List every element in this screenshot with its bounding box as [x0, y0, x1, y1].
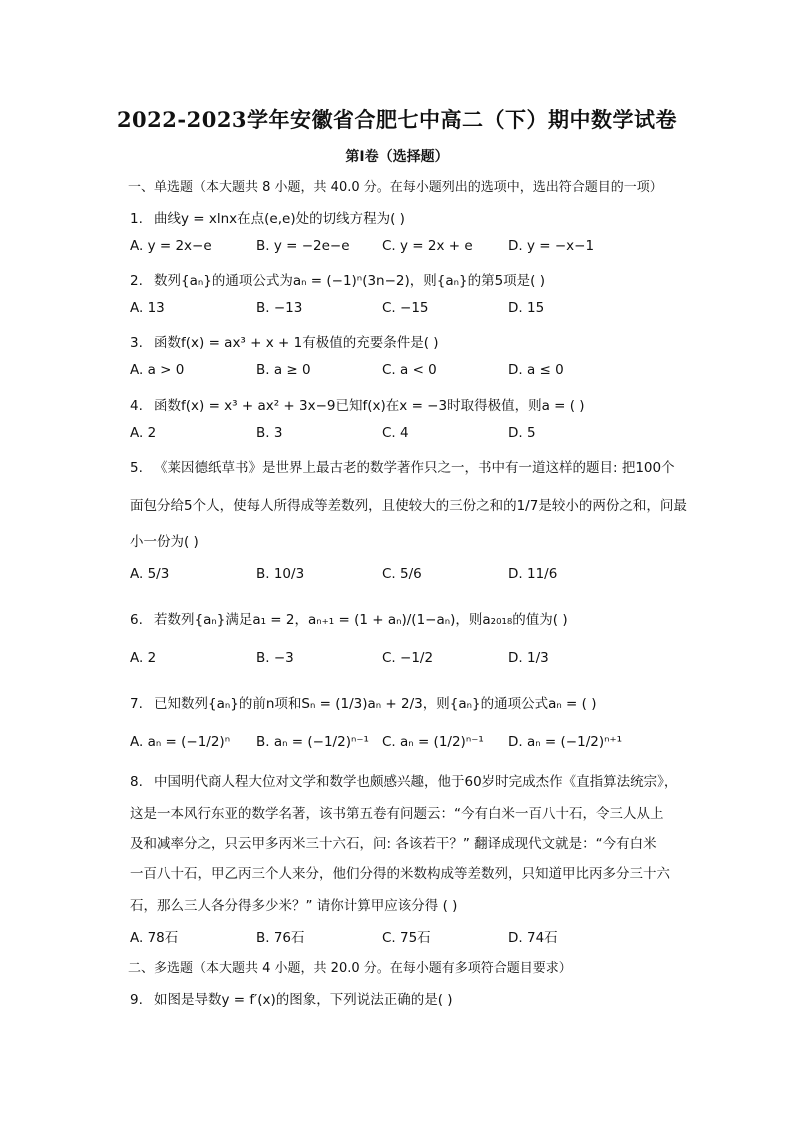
option-d: D. a ≤ 0	[508, 362, 564, 378]
option-d: D. y = −x−1	[508, 238, 595, 254]
question-5-line-2: 面包分给5个人，使每人所得成等差数列，且使较大的三份之和的1/7是较小的两份之和，问最	[130, 498, 687, 514]
option-d: D. 15	[508, 300, 545, 316]
option-b: B. aₙ = (−1/2)ⁿ⁻¹	[256, 734, 369, 750]
option-d: D. 74石	[508, 930, 558, 946]
section-header-single-choice: 一、单选题（本大题共 8 小题，共 40.0 分。在每小题列出的选项中，选出符合题目的一项）	[128, 180, 663, 195]
option-d: D. 11/6	[508, 566, 558, 582]
question-2: 2. 数列{aₙ}的通项公式为aₙ = (−1)ⁿ(3n−2)，则{aₙ}的第5项是( )	[130, 273, 546, 289]
question-8-line-5: 石，那么三人各分得多少米？” 请你计算甲应该分得 ( )	[130, 898, 458, 914]
option-b: B. 76石	[256, 930, 305, 946]
question-5: 5. 《莱因德纸草书》是世界上最古老的数学著作只之一，书中有一道这样的题目: 把100个	[130, 460, 675, 476]
option-c: C. y = 2x + e	[382, 238, 473, 254]
question-1: 1. 曲线y = xlnx在点(e,e)处的切线方程为( )	[130, 211, 405, 227]
section-header-multiple-choice: 二、多选题（本大题共 4 小题，共 20.0 分。在每小题有多项符合题目要求）	[128, 961, 572, 976]
question-5-options	[130, 566, 690, 586]
option-c: C. 4	[382, 425, 409, 441]
question-4-options	[130, 425, 690, 445]
question-8-line-4: 一百八十石，甲乙丙三个人来分，他们分得的米数构成等差数列，只知道甲比丙多分三十六	[130, 866, 670, 882]
option-a: A. 2	[130, 650, 157, 666]
question-7-options	[130, 734, 690, 754]
question-3-options	[130, 362, 690, 382]
question-1-options	[130, 238, 690, 258]
option-a: A. 13	[130, 300, 165, 316]
question-5-line-3: 小一份为( )	[130, 534, 199, 550]
question-8: 8. 中国明代商人程大位对文学和数学也颇感兴趣，他于60岁时完成杰作《直指算法统宗》，	[130, 774, 678, 790]
option-d: D. 5	[508, 425, 536, 441]
option-b: B. 3	[256, 425, 283, 441]
option-c: C. 75石	[382, 930, 431, 946]
option-d: D. aₙ = (−1/2)ⁿ⁺¹	[508, 734, 623, 750]
option-c: C. aₙ = (1/2)ⁿ⁻¹	[382, 734, 484, 750]
option-b: B. −3	[256, 650, 294, 666]
question-3: 3. 函数f(x) = ax³ + x + 1有极值的充要条件是( )	[130, 335, 439, 351]
option-a: A. 78石	[130, 930, 179, 946]
option-c: C. −1/2	[382, 650, 434, 666]
option-a: A. a > 0	[130, 362, 185, 378]
option-a: A. aₙ = (−1/2)ⁿ	[130, 734, 231, 750]
question-8-line-3: 及和减率分之，只云甲多丙米三十六石，问: 各该若干？” 翻译成现代文就是：“今有白米	[130, 836, 657, 852]
option-a: A. y = 2x−e	[130, 238, 212, 254]
question-7: 7. 已知数列{aₙ}的前n项和Sₙ = (1/3)aₙ + 2/3，则{aₙ}的通项公式aₙ = ( )	[130, 696, 597, 712]
question-8-options	[130, 926, 690, 946]
option-c: C. 5/6	[382, 566, 422, 582]
question-4: 4. 函数f(x) = x³ + ax² + 3x−9已知f(x)在x = −3时取得极值，则a = ( )	[130, 398, 585, 414]
question-2-options	[130, 300, 690, 320]
question-9: 9. 如图是导数y = f′(x)的图象，下列说法正确的是( )	[130, 992, 453, 1008]
option-b: B. a ≥ 0	[256, 362, 311, 378]
question-6: 6. 若数列{aₙ}满足a₁ = 2，aₙ₊₁ = (1 + aₙ)/(1−aₙ)，则a₂₀₁₈的值为( )	[130, 612, 568, 628]
option-c: C. a < 0	[382, 362, 437, 378]
question-6-options	[130, 650, 690, 670]
question-8-line-2: 这是一本风行东亚的数学名著，该书第五卷有问题云：“今有白米一百八十石，令三人从上	[130, 806, 664, 822]
option-d: D. 1/3	[508, 650, 549, 666]
option-b: B. −13	[256, 300, 303, 316]
option-b: B. y = −2e−e	[256, 238, 350, 254]
exam-subtitle: 第I卷（选择题）	[345, 149, 449, 165]
option-a: A. 5/3	[130, 566, 170, 582]
option-a: A. 2	[130, 425, 157, 441]
option-b: B. 10/3	[256, 566, 305, 582]
option-c: C. −15	[382, 300, 429, 316]
exam-title: 2022-2023学年安徽省合肥七中高二（下）期中数学试卷	[116, 107, 678, 132]
